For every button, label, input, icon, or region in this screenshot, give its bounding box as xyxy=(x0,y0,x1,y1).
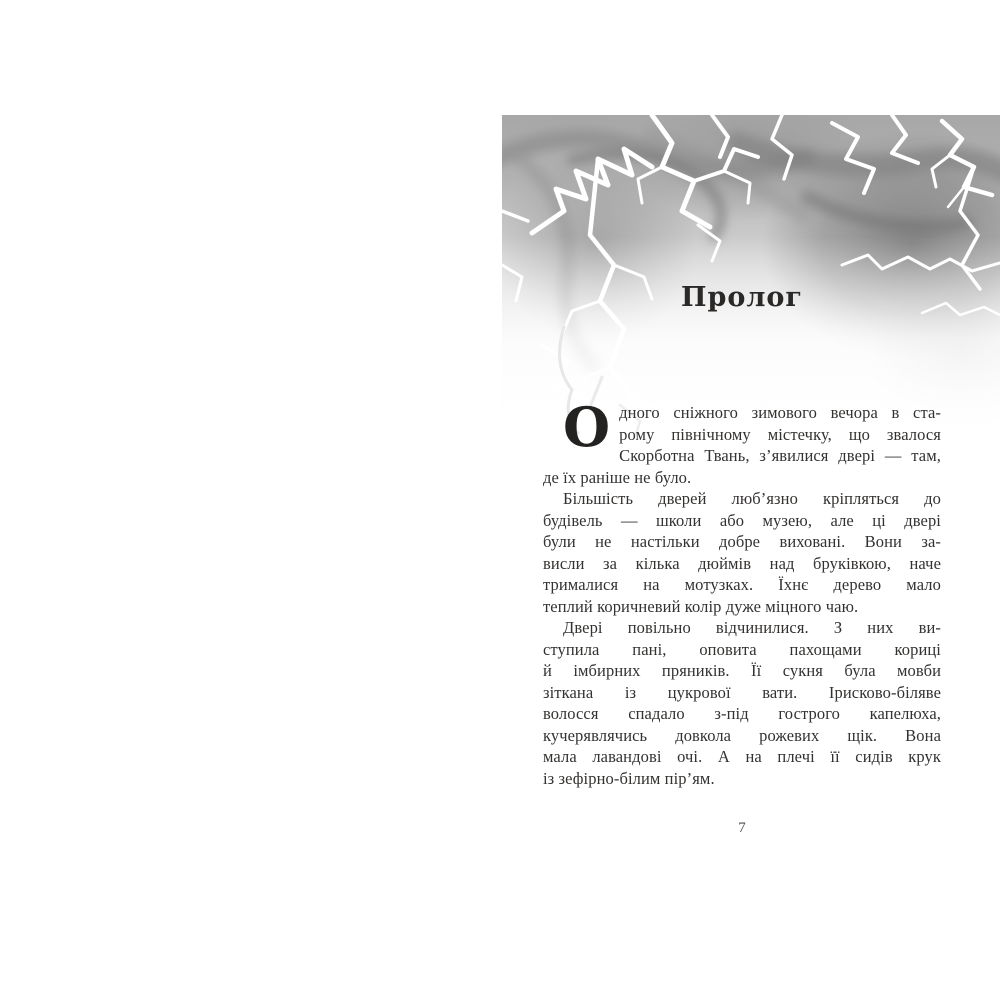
text-line: Двері повільно відчинилися. З них ви- xyxy=(563,618,941,637)
text-line: трималися на мотузках. Їхнє дерево мало xyxy=(543,575,941,594)
text-line: рому північному містечку, що звалося xyxy=(619,424,941,444)
text-line: були не настільки добре виховані. Вони за- xyxy=(543,532,941,551)
paragraph-2 xyxy=(543,488,941,617)
text-line: де їх раніше не було. xyxy=(543,467,692,487)
text-line: Більшість дверей люб’язно кріпляться до xyxy=(563,489,941,508)
paragraph-1 xyxy=(543,395,941,488)
text-line: й імбирних пряників. Її сукня була мовби xyxy=(543,661,941,680)
text-line: ступила пані, оповита пахощами кориці xyxy=(543,639,941,659)
text-line: Скорботна Твань, з’явилися двері — там, xyxy=(619,446,941,465)
lightning-artwork-svg xyxy=(502,115,1000,435)
paragraph-3 xyxy=(543,617,941,789)
text-line: із зефірно-білим пір’ям. xyxy=(543,768,715,788)
text-line: теплий коричневий колір дуже міцного чаю. xyxy=(543,596,859,616)
text-line: мала лавандові очі. А на плечі її сидів крук xyxy=(543,747,941,766)
text-line: будівель — школи або музею, але ці двері xyxy=(543,510,941,530)
text-line: волосся спадало з-під гострого капелюха, xyxy=(543,704,941,723)
text-line: висли за кілька дюймів над бруківкою, наче xyxy=(543,553,941,573)
page-number: 7 xyxy=(738,820,746,836)
chapter-heading: Пролог xyxy=(681,282,803,313)
text-line: зіткана із цукрової вати. Ірисково-біляве xyxy=(543,682,941,702)
body-text-block xyxy=(543,395,941,789)
drop-cap: О xyxy=(563,395,611,459)
lightning-storm-illustration xyxy=(502,115,1000,435)
text-line: кучерявлячись довкола рожевих щік. Вона xyxy=(543,725,941,745)
text-line: дного сніжного зимового вечора в ста- xyxy=(619,403,941,422)
